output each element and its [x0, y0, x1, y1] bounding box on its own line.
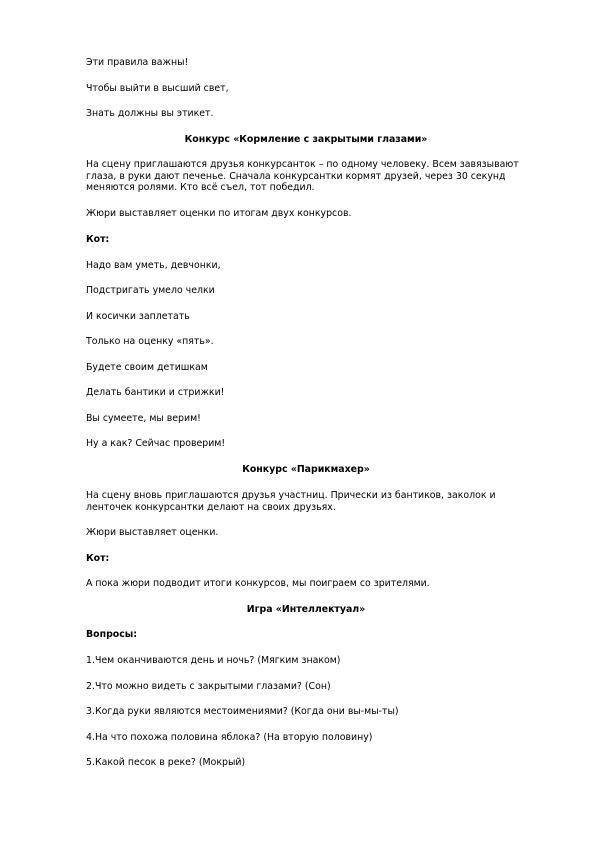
poem-line: Подстригать умело челки — [86, 285, 215, 296]
question-item: 1.Чем оканчиваются день и ночь? (Мягким знаком) — [86, 655, 341, 666]
paragraph: На сцену приглашаются друзья конкурсанток – по одному человеку. Всем завязывают глаза, в руки дают печенье. Сначала конкурсантки кормят друзей, через 30 секунд меняются ролями. Кто всё съел, тот победил. — [86, 159, 519, 193]
paragraph: На сцену вновь приглашаются друзья участниц. Прически из бантиков, заколок и ленточек конкурсантки делают на своих друзьях. — [86, 490, 496, 513]
poem-line: Надо вам уметь, девчонки, — [86, 260, 221, 271]
question-item: 3.Когда руки являются местоимениями? (Когда они вы-мы-ты) — [86, 706, 399, 717]
poem-line: Эти правила важны! — [86, 57, 189, 68]
question-item: 4.На что похожа половина яблока? (На вторую половину) — [86, 732, 373, 743]
poem-line: Чтобы выйти в высший свет, — [86, 83, 229, 94]
section-heading: Конкурс «Кормление с закрытыми глазами» — [184, 134, 428, 145]
speaker-label: Кот: — [86, 553, 110, 564]
paragraph: Жюри выставляет оценки по итогам двух конкурсов. — [86, 208, 352, 219]
section-heading: Игра «Интеллектуал» — [246, 604, 366, 615]
poem-line: Ну а как? Сейчас проверим! — [86, 438, 226, 449]
question-item: 2.Что можно видеть с закрытыми глазами? (Сон) — [86, 681, 331, 692]
poem-line: Делать бантики и стрижки! — [86, 387, 225, 398]
section-heading: Конкурс «Парикмахер» — [242, 464, 370, 475]
paragraph: А пока жюри подводит итоги конкурсов, мы поиграем со зрителями. — [86, 578, 430, 589]
paragraph: Жюри выставляет оценки. — [86, 527, 219, 538]
poem-line: Знать должны вы этикет. — [86, 108, 214, 119]
poem-line: Вы сумеете, мы верим! — [86, 413, 201, 424]
poem-line: Будете своим детишкам — [86, 362, 208, 373]
question-item: 5.Какой песок в реке? (Мокрый) — [86, 757, 246, 768]
speaker-label: Кот: — [86, 234, 110, 245]
questions-label: Вопросы: — [86, 629, 137, 640]
poem-line: И косички заплетать — [86, 311, 190, 322]
poem-line: Только на оценку «пять». — [86, 336, 214, 347]
